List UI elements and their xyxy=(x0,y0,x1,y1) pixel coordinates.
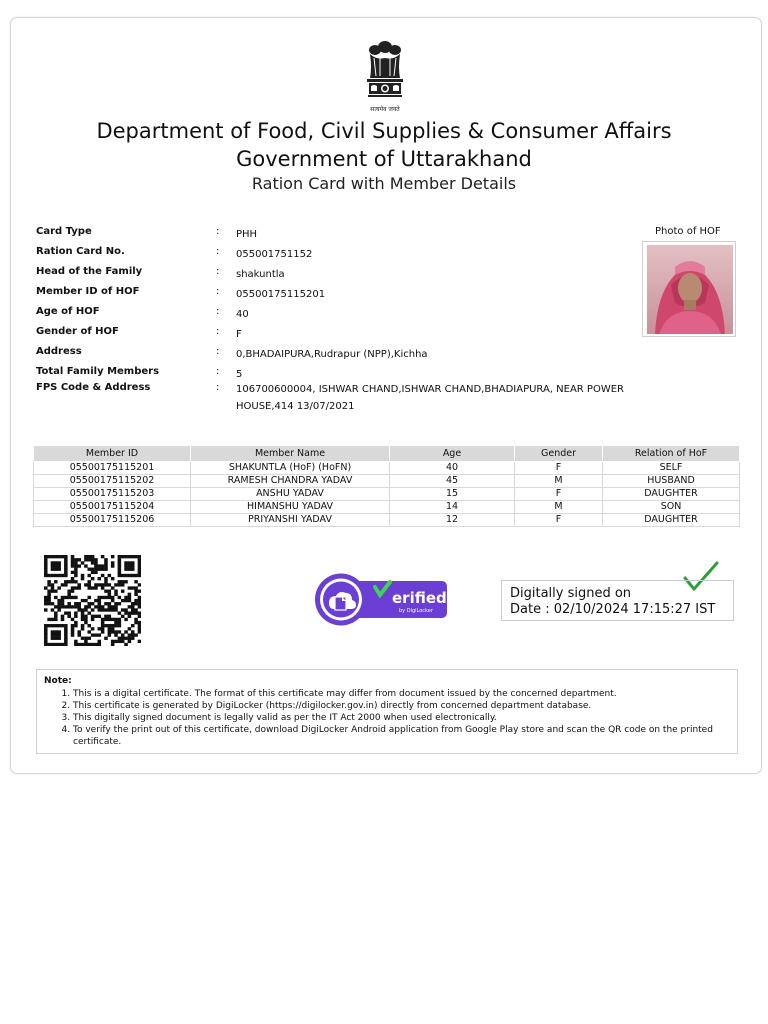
member-relation-cell: DAUGHTER xyxy=(603,488,740,501)
member-id-cell: 05500175115202 xyxy=(34,475,191,488)
member-relation-cell: DAUGHTER xyxy=(603,514,740,527)
detail-row-total-members xyxy=(36,362,636,382)
member-id-cell: 05500175115204 xyxy=(34,501,191,514)
detail-row-member-id-hof xyxy=(36,282,636,302)
member-name-cell: HIMANSHU YADAV xyxy=(191,501,390,514)
signature-label: Digitally signed on xyxy=(510,586,632,601)
detail-label: FPS Code & Address xyxy=(36,382,151,393)
member-gender-cell: M xyxy=(515,501,603,514)
note-item: 4. To verify the print out of this certificate, download DigiLocker Android application from Google Play store and scan the QR code on the printed certificate. xyxy=(73,724,713,748)
detail-label: Age of HOF xyxy=(36,306,100,317)
member-id-cell: 05500175115201 xyxy=(34,462,191,475)
member-relation-cell: SON xyxy=(603,501,740,514)
detail-row-card-type xyxy=(36,222,636,242)
note-item: 3. This digitally signed document is legally valid as per the IT Act 2000 when used electronically. xyxy=(73,712,713,724)
detail-separator: : xyxy=(216,326,220,337)
detail-value: PHH xyxy=(236,229,258,240)
detail-value: 0,BHADAIPURA,Rudrapur (NPP),Kichha xyxy=(236,349,428,360)
member-gender-cell: F xyxy=(515,462,603,475)
detail-separator: : xyxy=(216,246,220,257)
photo-label: Photo of HOF xyxy=(655,226,721,237)
member-age-cell: 40 xyxy=(390,462,515,475)
detail-label: Card Type xyxy=(36,226,92,237)
member-id-cell: 05500175115203 xyxy=(34,488,191,501)
detail-row-address xyxy=(36,342,636,362)
detail-label: Member ID of HOF xyxy=(36,286,140,297)
national-emblem-icon xyxy=(360,38,410,116)
signature-date: Date : 02/10/2024 17:15:27 IST xyxy=(510,602,716,617)
table-row xyxy=(34,514,740,527)
member-age-cell: 12 xyxy=(390,514,515,527)
table-row xyxy=(34,462,740,475)
detail-value: 40 xyxy=(236,309,249,320)
detail-value: shakuntla xyxy=(236,269,285,280)
card-details xyxy=(36,222,636,418)
department-title: Department of Food, Civil Supplies & Consumer Affairs xyxy=(96,119,672,143)
member-id-cell: 05500175115206 xyxy=(34,514,191,527)
member-name-cell: ANSHU YADAV xyxy=(191,488,390,501)
detail-row-fps xyxy=(36,382,636,418)
detail-value: 106700600004, ISHWAR CHAND,ISHWAR CHAND,BHADIAPURA, NEAR POWER HOUSE,414 13/07/2021 xyxy=(236,384,624,412)
member-relation-cell: HUSBAND xyxy=(603,475,740,488)
detail-label: Address xyxy=(36,346,82,357)
detail-row-gender-hof xyxy=(36,322,636,342)
notes-title: Note: xyxy=(44,676,72,686)
qr-code-icon xyxy=(44,555,141,646)
detail-label: Gender of HOF xyxy=(36,326,119,337)
detail-row-age-hof xyxy=(36,302,636,322)
detail-row-ration-card-no xyxy=(36,242,636,262)
members-table xyxy=(33,445,740,527)
column-header: Member ID xyxy=(34,446,191,462)
member-name-cell: SHAKUNTLA (HoF) (HoFN) xyxy=(191,462,390,475)
member-gender-cell: F xyxy=(515,488,603,501)
person-photo-icon xyxy=(647,245,733,334)
detail-separator: : xyxy=(216,286,220,297)
notes-list xyxy=(37,688,713,748)
detail-label: Ration Card No. xyxy=(36,246,125,257)
note-item: 1. This is a digital certificate. The format of this certificate may differ from document issued by the concerned department. xyxy=(73,688,713,700)
member-relation-cell: SELF xyxy=(603,462,740,475)
column-header: Age xyxy=(390,446,515,462)
detail-label: Total Family Members xyxy=(36,366,160,377)
column-header: Member Name xyxy=(191,446,390,462)
table-row xyxy=(34,501,740,514)
detail-value: 05500175115201 xyxy=(236,289,326,300)
detail-separator: : xyxy=(216,366,220,377)
detail-row-head-of-family xyxy=(36,262,636,282)
detail-separator: : xyxy=(216,266,220,277)
column-header: Gender xyxy=(515,446,603,462)
document-subtitle: Ration Card with Member Details xyxy=(251,174,517,193)
detail-value: 5 xyxy=(236,369,243,380)
member-gender-cell: M xyxy=(515,475,603,488)
table-row xyxy=(34,475,740,488)
government-title: Government of Uttarakhand xyxy=(236,147,532,171)
column-header: Relation of HoF xyxy=(603,446,740,462)
table-header-row xyxy=(34,446,740,462)
detail-value: F xyxy=(236,329,242,340)
svg-text:सत्यमेव जयते: सत्यमेव जयते xyxy=(370,106,400,113)
note-item: 2. This certificate is generated by DigiLocker (https://digilocker.gov.in) directly from concerned department database. xyxy=(73,700,713,712)
detail-separator: : xyxy=(216,382,220,393)
detail-separator: : xyxy=(216,226,220,237)
member-name-cell: PRIYANSHI YADAV xyxy=(191,514,390,527)
detail-label: Head of the Family xyxy=(36,266,143,277)
table-row xyxy=(34,488,740,501)
digital-signature-box xyxy=(501,580,734,621)
member-age-cell: 14 xyxy=(390,501,515,514)
detail-separator: : xyxy=(216,346,220,357)
svg-text:by DigiLocker: by DigiLocker xyxy=(399,608,433,614)
svg-text:erified: erified xyxy=(392,589,447,607)
member-age-cell: 15 xyxy=(390,488,515,501)
member-gender-cell: F xyxy=(515,514,603,527)
detail-separator: : xyxy=(216,306,220,317)
hof-photo xyxy=(642,241,736,337)
verified-by-digilocker-badge xyxy=(315,573,449,626)
member-name-cell: RAMESH CHANDRA YADAV xyxy=(191,475,390,488)
notes-box xyxy=(36,669,738,754)
member-age-cell: 45 xyxy=(390,475,515,488)
detail-value: 055001751152 xyxy=(236,249,313,260)
